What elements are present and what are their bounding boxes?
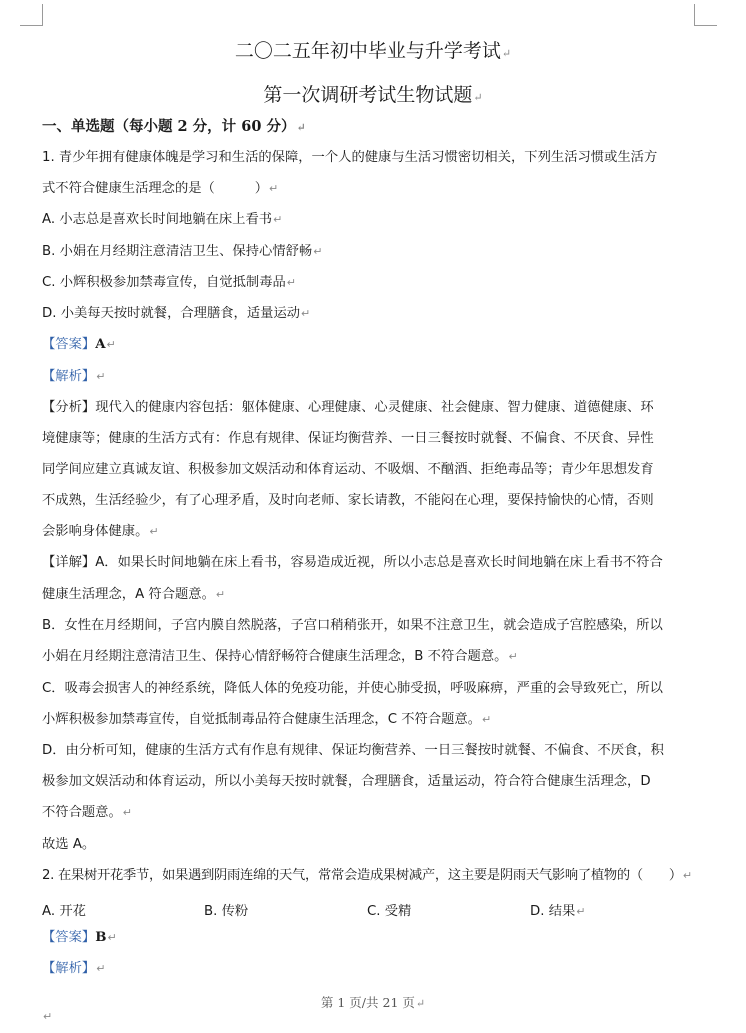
crop-mark-top-right-h <box>695 25 717 26</box>
q1-answer: 【答案】A↵ <box>42 337 116 352</box>
answer-label: 【答案】 <box>42 337 96 352</box>
q1-option-d: D. 小美每天按时就餐，合理膳食，适量运动↵ <box>42 306 311 321</box>
q1-fenxi-line-3: 同学间应建立真诚友谊、积极参加文娱活动和体育运动、不吸烟、不酗酒、拒绝毒品等；青少年思想发育 <box>42 462 654 477</box>
detail-label: 【详解】 <box>42 555 96 570</box>
q1-fenxi-line-2: 境健康等；健康的生活方式有：作息有规律、保证均衡营养、一日三餐按时就餐、不偏食、不厌食、异性 <box>42 431 654 446</box>
crop-mark-top-left-h <box>20 25 42 26</box>
q2-answer: 【答案】B↵ <box>42 930 117 945</box>
q1-stem-line-2: 式不符合健康生活理念的是（ ）↵ <box>42 181 279 196</box>
q2-analysis-heading: 【解析】↵ <box>42 961 106 976</box>
answer-value: A <box>95 337 106 352</box>
q1-option-c: C. 小辉积极参加禁毒宣传，自觉抵制毒品↵ <box>42 275 297 290</box>
q1-detail-line-1: 【详解】A．如果长时间地躺在床上看书，容易造成近视，所以小志总是喜欢长时间地躺在床上看书不符合 <box>42 555 663 570</box>
q1-fenxi-line-1: 【分析】现代入的健康内容包括：躯体健康、心理健康、心灵健康、社会健康、智力健康、道德健康、环 <box>42 400 654 415</box>
crop-mark-top-right-v <box>694 4 695 26</box>
section-heading: 一、单选题（每小题 2 分，计 60 分）↵ <box>42 118 306 135</box>
page-footer: 第 1 页/共 21 页↵ <box>320 995 426 1010</box>
q1-option-b: B. 小娟在月经期注意清洁卫生、保持心情舒畅↵ <box>42 244 323 259</box>
trailing-paragraph-mark: ↵ <box>43 1010 53 1023</box>
crop-mark-top-left-v <box>42 4 43 26</box>
q1-detail-line-2: 健康生活理念，A 符合题意。↵ <box>42 587 226 602</box>
q1-detail-line-3: B．女性在月经期间，子宫内膜自然脱落，子宫口稍稍张开，如果不注意卫生，就会造成子宫腔感染，所以 <box>42 618 663 633</box>
q1-detail-line-8: 极参加文娱活动和体育运动，所以小美每天按时就餐，合理膳食，适量运动，符合符合健康生活理念，D <box>42 774 651 789</box>
q1-fenxi-line-4: 不成熟，生活经验少，有了心理矛盾，及时向老师、家长请教，不能闷在心理，要保持愉快的心情，否则 <box>42 493 654 508</box>
q1-option-a: A. 小志总是喜欢长时间地躺在床上看书↵ <box>42 212 283 227</box>
fenxi-label: 【分析】 <box>42 400 96 415</box>
q1-detail-line-10: 故选 A。 <box>42 837 96 852</box>
q1-detail-line-7: D．由分析可知，健康的生活方式有作息有规律、保证均衡营养、一日三餐按时就餐、不偏食、不厌食，积 <box>42 743 664 758</box>
q1-stem-line-1: 1. 青少年拥有健康体魄是学习和生活的保障，一个人的健康与生活习惯密切相关，下列生活习惯或生活方 <box>42 150 658 165</box>
q2-stem: 2. 在果树开花季节，如果遇到阴雨连绵的天气，常常会造成果树减产，这主要是阴雨天气影响了植物的（ ）↵ <box>42 868 692 883</box>
q1-detail-line-6: 小辉积极参加禁毒宣传，自觉抵制毒品符合健康生活理念，C 不符合题意。↵ <box>42 712 492 727</box>
q1-detail-line-4: 小娟在月经期注意清洁卫生、保持心情舒畅符合健康生活理念，B 不符合题意。↵ <box>42 649 518 664</box>
q2-option-d: D. 结果↵ <box>530 904 586 919</box>
title-line-2: 第一次调研考试生物试题↵ <box>263 84 483 106</box>
title-line-1: 二〇二五年初中毕业与升学考试↵ <box>234 40 512 62</box>
q1-fenxi-line-5: 会影响身体健康。↵ <box>42 524 159 539</box>
q1-analysis-heading: 【解析】↵ <box>42 369 106 384</box>
q1-detail-line-9: 不符合题意。↵ <box>42 805 132 820</box>
q1-detail-line-5: C．吸毒会损害人的神经系统，降低人体的免疫功能，并使心肺受损，呼吸麻痹，严重的会导致死亡，所以 <box>42 681 663 696</box>
q2-option-a: A. 开花 <box>42 904 86 919</box>
q2-option-c: C. 受精 <box>367 904 412 919</box>
q2-option-b: B. 传粉 <box>204 904 249 919</box>
